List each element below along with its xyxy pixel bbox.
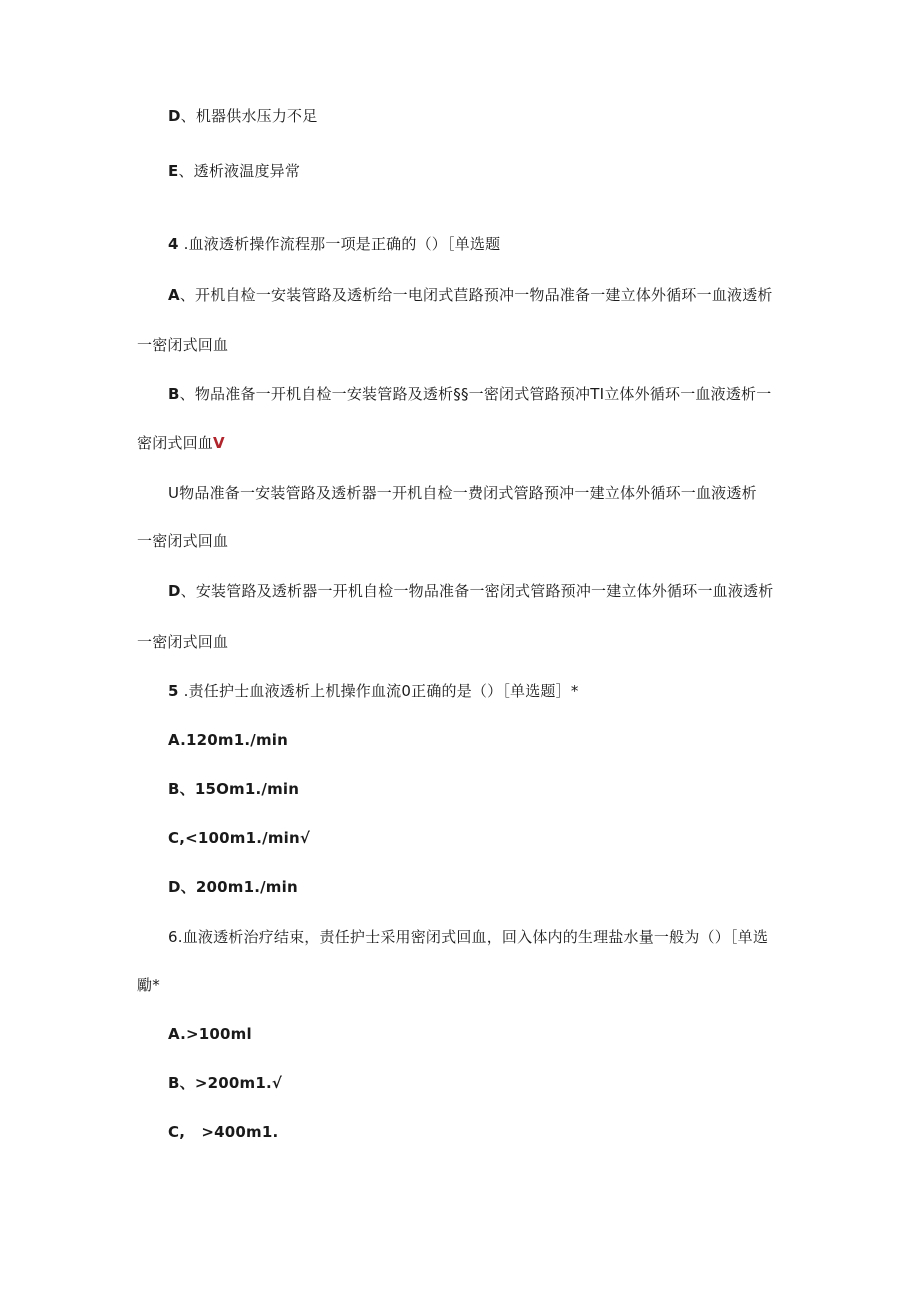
option-text: 密闭式回血 [137,434,214,452]
q4-option-c-cont: 一密闭式回血 [137,532,229,550]
question-number: 5 [168,682,179,700]
option-label: E [168,162,179,180]
q4-option-a [168,285,773,305]
option-text: 、机器供水压力不足 [180,107,318,125]
q5-option-d: D、200m1./min [168,878,298,896]
question-number: 4 [168,235,179,253]
q4-option-d-cont: 一密闭式回血 [137,633,229,651]
q6-option-c: C, >400m1. [168,1123,279,1141]
option-text: 、安装管路及透析器一开机自检一物品准备一密闭式管路预冲一建立体外循环一血液透析 [180,582,774,600]
option-label: D [168,107,181,125]
q6-option-a: A.>100ml [168,1025,252,1043]
q5-option-a: A.120m1./min [168,731,288,749]
question-text: .责任护士血液透析上机操作血流0正确的是（）［单选题］* [178,682,579,700]
q3-option-e [168,161,300,181]
q6-stem: 6.血液透析治疗结束，责任护士采用密闭式回血，回入体内的生理盐水量一般为（）［单选 [168,928,769,946]
option-label: A [168,286,180,304]
q4-stem [168,234,500,254]
q4-option-c: U物品准备一安装管路及透析器一开机自检一费闭式管路预冲一建立体外循环一血液透析 [168,484,757,502]
q6-stem-cont: 勵* [137,976,160,994]
option-text: 、物品准备一开机自检一安装管路及透析§§一密闭式管路预冲TI立体外循环一血液透析一 [179,385,772,403]
option-label: D [168,582,181,600]
q5-option-c: C,<100m1./min√ [168,829,311,847]
q4-option-b-cont [137,433,225,453]
option-label: B [168,385,180,403]
q4-option-b [168,384,771,404]
correct-mark: V [213,434,225,452]
q4-option-d [168,581,773,601]
q5-stem [168,681,579,701]
q4-option-a-cont: 一密闭式回血 [137,336,229,354]
q6-option-b: B、>200m1.√ [168,1074,283,1092]
q5-option-b: B、15Om1./min [168,780,300,798]
option-text: 、透析液温度异常 [178,162,301,180]
question-text: .血液透析操作流程那一项是正确的（）［单选题 [178,235,501,253]
q3-option-d [168,106,317,126]
option-text: 、开机自检一安装管路及透析给一电闭式苣路预冲一物品准备一建立体外循环一血液透析 [179,286,773,304]
